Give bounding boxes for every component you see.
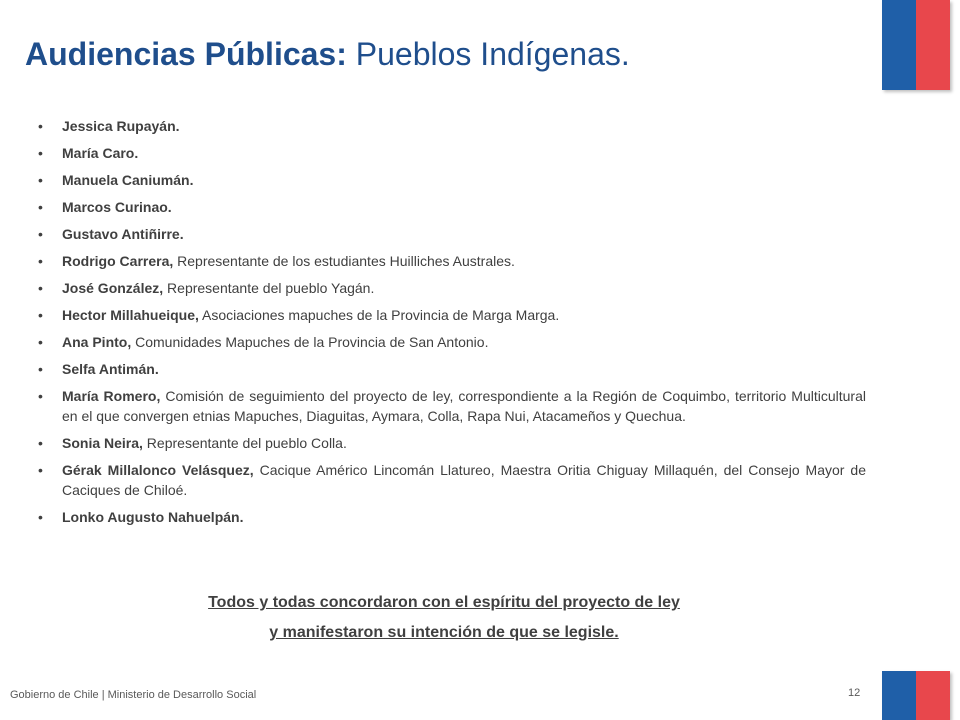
- flag-blue-stripe: [882, 671, 916, 720]
- participant-description: Asociaciones mapuches de la Provincia de Marga Marga.: [198, 307, 560, 323]
- title-bold: Audiencias Públicas:: [25, 36, 347, 72]
- list-item: [38, 359, 866, 379]
- list-item: [38, 386, 866, 426]
- participants-list: [38, 116, 866, 534]
- participant-name: José González,: [62, 280, 164, 296]
- page-number: 12: [848, 687, 861, 699]
- participant-description: Cacique Américo Lincomán Llatureo, Maestra Oritia Chiguay Millaquén, del Consejo Mayor de Caciques de Chiloé.: [62, 462, 866, 498]
- list-item: [38, 224, 866, 244]
- participant-name: María Romero,: [62, 388, 161, 404]
- conclusion: [0, 588, 888, 648]
- participant-name: María Caro.: [62, 145, 139, 161]
- footer-text: Gobierno de Chile | Ministerio de Desarrollo Social: [10, 689, 257, 701]
- participant-description: Comunidades Mapuches de la Provincia de San Antonio.: [131, 334, 489, 350]
- flag-red-stripe: [916, 671, 950, 720]
- flag-red-stripe: [916, 0, 950, 90]
- list-item: [38, 143, 866, 163]
- list-item: [38, 170, 866, 190]
- participant-name: Lonko Augusto Nahuelpán.: [62, 509, 244, 525]
- participant-name: Gustavo Antiñirre.: [62, 226, 184, 242]
- list-item: [38, 433, 866, 453]
- page-title: [25, 36, 630, 73]
- chile-flag-logo-bottom: [882, 671, 950, 720]
- list-item: [38, 251, 866, 271]
- title-regular: Pueblos Indígenas.: [355, 36, 630, 72]
- participant-name: Ana Pinto,: [62, 334, 132, 350]
- conclusion-line-1: Todos y todas concordaron con el espíritu del proyecto de ley: [208, 594, 680, 611]
- list-item: [38, 332, 866, 352]
- participant-name: Selfa Antimán.: [62, 361, 159, 377]
- participant-description: Representante de los estudiantes Huilliches Australes.: [173, 253, 515, 269]
- chile-flag-logo-top: [882, 0, 950, 90]
- participant-name: Hector Millahueique,: [62, 307, 199, 323]
- participant-name: Sonia Neira,: [62, 435, 143, 451]
- participant-name: Rodrigo Carrera,: [62, 253, 174, 269]
- conclusion-line-2: y manifestaron su intención de que se legisle.: [269, 624, 619, 641]
- participant-name: Manuela Caniumán.: [62, 172, 194, 188]
- list-item: [38, 197, 866, 217]
- participant-description: Representante del pueblo Yagán.: [163, 280, 375, 296]
- participant-name: Jessica Rupayán.: [62, 118, 180, 134]
- list-item: [38, 278, 866, 298]
- participant-description: Comisión de seguimiento del proyecto de ley, correspondiente a la Región de Coquimbo, territorio Multicultural en el que convergen etnias Mapuches, Diaguitas, Aymara, Colla, Rapa Nui, Atacameños y Quechua.: [62, 388, 866, 424]
- list-item: [38, 116, 866, 136]
- participant-description: Representante del pueblo Colla.: [142, 435, 347, 451]
- list-item: [38, 305, 866, 325]
- list-item: [38, 460, 866, 500]
- list-item: [38, 507, 866, 527]
- participant-name: Marcos Curinao.: [62, 199, 172, 215]
- participant-name: Gérak Millalonco Velásquez,: [62, 462, 254, 478]
- flag-blue-stripe: [882, 0, 916, 90]
